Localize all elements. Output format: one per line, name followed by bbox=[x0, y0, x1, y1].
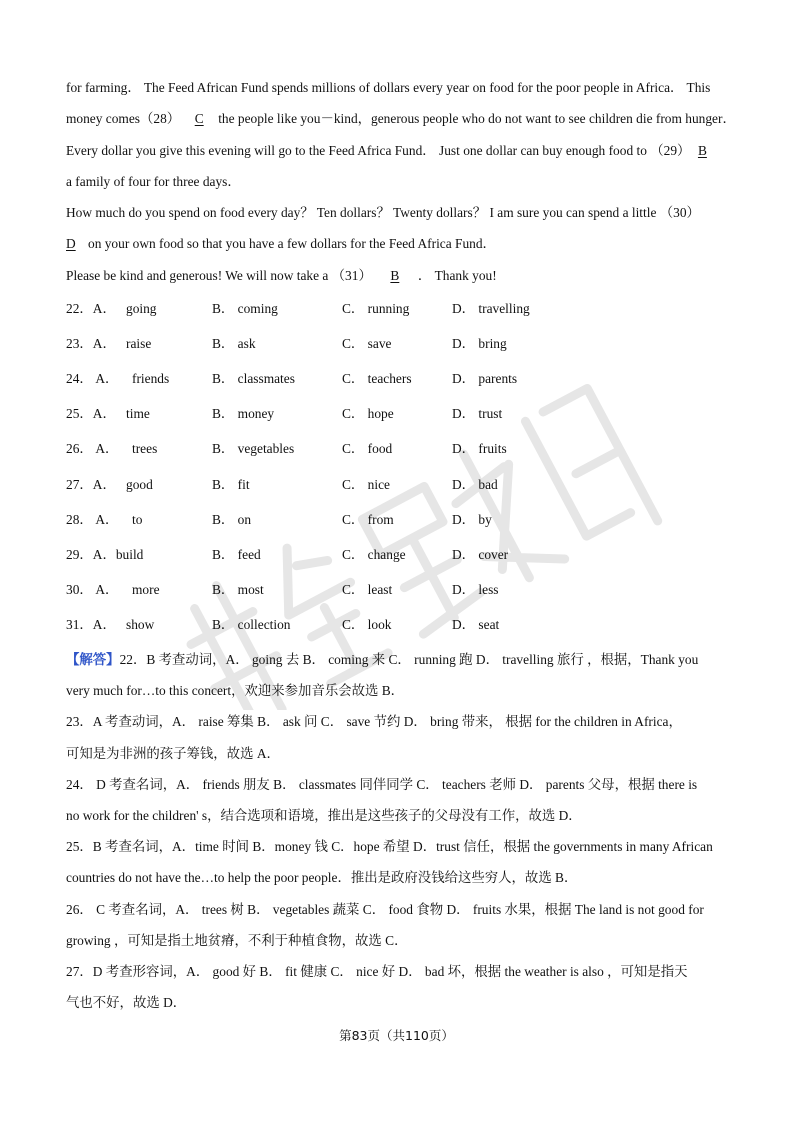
answer-line-9: 26． C 考查名词，A． trees 树 B． vegetables 蔬菜 C． food 食物 D． fruits 水果，根据 The land is not good for bbox=[66, 901, 704, 917]
option-row-25: 25．A． time B． money C． hope D． trust bbox=[66, 406, 503, 422]
answer-line-10: growing ，可知是指土地贫瘠，不利于种植食物，故选 C． bbox=[66, 932, 408, 948]
passage-line-3: Every dollar you give this evening will go to the Feed Africa Fund． Just one dollar can buy enough food to （29） B bbox=[66, 137, 750, 168]
answer-line-5: 24． D 考查名词，A． friends 朋友 B． classmates 同伴同学 C． teachers 老师 D． parents 父母，根据 there is bbox=[66, 776, 698, 792]
answer-line-7: 25．B 考查名词，A．time 时间 B．money 钱 C．hope 希望 D．trust 信任，根据 the governments in many African bbox=[66, 839, 713, 855]
option-row-31: 31．A． show B． collection C． look D． seat bbox=[66, 616, 500, 632]
option-row-24: 24． A． friends B． classmates C． teachers D． parents bbox=[66, 371, 518, 387]
answer-line-2: very much for…to this concert，欢迎来参加音乐会故选 B． bbox=[66, 683, 405, 699]
answer-line-8: countries do not have the…to help the poor people．推出是政府没钱给这些穷人，故选 B． bbox=[66, 870, 578, 886]
page-content bbox=[66, 74, 750, 1020]
passage-line-2: money comes（28） C the people like you－kind，generous people who do not want to see children die from hunger． bbox=[66, 105, 750, 136]
passage-line-7: Please be kind and generous! We will now take a （31） B ． Thank you! bbox=[66, 262, 750, 293]
passage-line-6: D on your own food so that you have a few dollars for the Feed Africa Fund． bbox=[66, 230, 750, 261]
option-row-27: 27．A． good B． fit C． nice D． bad bbox=[66, 476, 498, 492]
blank-29: B bbox=[697, 142, 707, 158]
options-list bbox=[66, 295, 750, 646]
blank-30: D bbox=[66, 236, 76, 252]
blank-31: B bbox=[390, 267, 400, 283]
passage-line-4: a family of four for three days． bbox=[66, 173, 241, 189]
answer-line-3: 23．A 考查动词，A． raise 筹集 B． ask 问 C． save 节约 D． bring 带来， 根据 for the children in Africa， bbox=[66, 714, 682, 730]
answer-line-12: 气也不好，故选 D． bbox=[66, 995, 187, 1011]
answer-line-4: 可知是为非洲的孩子筹钱，故选 A． bbox=[66, 745, 280, 761]
answer-line-6: no work for the children' s，结合选项和语境，推出是这些孩子的父母没有工作，故选 D． bbox=[66, 807, 582, 823]
passage-line-5: How much do you spend on food every day？ Ten dollars？ Twenty dollars？ I am sure you can spend a little （30） bbox=[66, 205, 700, 221]
option-row-30: 30． A． more B． most C． least D． less bbox=[66, 581, 499, 597]
answer-section bbox=[66, 646, 750, 1020]
option-row-22: 22．A． going B． coming C． running D． travelling bbox=[66, 301, 530, 317]
answer-tag: 【解答】 bbox=[66, 652, 120, 668]
blank-28: C bbox=[194, 111, 204, 127]
option-row-28: 28． A． to B． on C． from D． by bbox=[66, 511, 492, 527]
page-footer: 第83页（共110页） bbox=[339, 1028, 454, 1043]
option-row-29: 29．A．build B． feed C． change D． cover bbox=[66, 546, 509, 562]
answer-line-1: 【解答】22．B 考查动词，A． going 去 B． coming 来 C． running 跑 D． travelling 旅行 ，根据，Thank you bbox=[66, 652, 699, 668]
answer-line-11: 27．D 考查形容词，A． good 好 B． fit 健康 C． nice 好 D． bad 坏，根据 the weather is also ，可知是指天 bbox=[66, 963, 688, 979]
option-row-26: 26． A． trees B． vegetables C． food D． fruits bbox=[66, 441, 507, 457]
option-row-23: 23．A． raise B． ask C． save D． bring bbox=[66, 336, 507, 352]
passage-line-1: for farming． The Feed African Fund spends millions of dollars every year on food for the poor people in Africa． This bbox=[66, 80, 711, 95]
